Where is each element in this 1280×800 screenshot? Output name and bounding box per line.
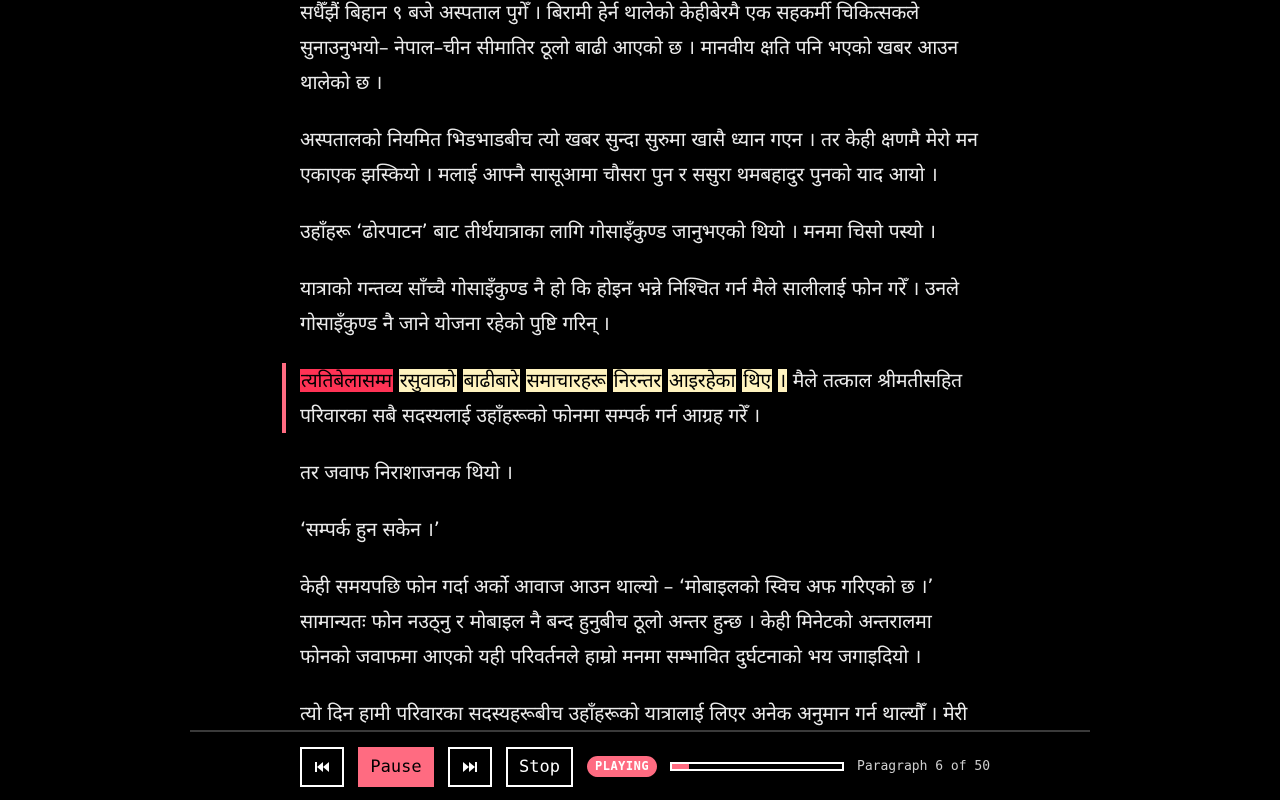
highlighted-word: आइरहेका [668,369,736,392]
highlighted-word: समाचारहरू [526,369,606,392]
stop-button[interactable]: Stop [506,747,573,787]
skip-previous-icon [315,762,329,772]
status-badge: PLAYING [587,756,657,777]
current-word: त्यतिबेलासम्म [301,369,392,392]
paragraph: केही समयपछि फोन गर्दा अर्को आवाज आउन थाल्यो – ‘मोबाइलको स्विच अफ गरिएको छ ।’ सामान्यतः फोन नउठ्नु र मोबाइल नै बन्द हुनुबीच ठूलो अन्तर हुन्छ । केही मिनेटको अन्तरालमा फोनको जवाफमा आएको यही परिवर्तनले हाम्रो मनमा सम्भावित दुर्घटनाको भय जगाइदियो । [300,575,934,668]
highlighted-word: रसुवाको [399,369,456,392]
paragraph-rest: मैले तत्काल श्रीमतीसहित परिवारका सबै सदस्यलाई उहाँहरूको फोनमा सम्पर्क गर्न आग्रह गरेँ । [300,369,962,427]
paragraph: सधैँझैं बिहान ९ बजे अस्पताल पुगेँ । बिरामी हेर्न थालेको केहीबेरमै एक सहकर्मी चिकित्सकले सुनाउनुभयो– नेपाल–चीन सीमातिर ठूलो बाढी आएको छ । मानवीय क्षति पनि भएको खबर आउन थालेको छ । [300,1,958,94]
progress-bar[interactable] [670,762,844,771]
paragraph-counter: Paragraph 6 of 50 [857,759,991,774]
pause-button[interactable]: Pause [358,747,434,787]
previous-button[interactable] [300,747,344,787]
paragraph: ‘सम्पर्क हुन सकेन ।’ [300,518,440,541]
skip-next-icon [463,762,477,772]
paragraph: त्यो दिन हामी परिवारका सदस्यहरूबीच उहाँहरूको यात्रालाई लिएर अनेक अनुमान गर्न थाल्यौँ । मेरी [300,702,968,725]
highlighted-word: । [778,369,786,392]
playback-controls [190,730,1090,800]
reader-content [300,0,980,731]
paragraph: तर जवाफ निराशाजनक थियो । [300,461,513,484]
progress-fill [672,764,689,769]
active-paragraph [300,363,980,433]
paragraph: यात्राको गन्तव्य साँच्चै गोसाइँकुण्ड नै हो कि होइन भन्ने निश्चित गर्न मैले सालीलाई फोन गरेँ । उनले गोसाइँकुण्ड नै जाने योजना रहेको पुष्टि गरिन् । [300,277,959,335]
highlighted-word: बाढीबारे [463,369,519,392]
next-button[interactable] [448,747,492,787]
highlighted-word: थिए [743,369,771,392]
highlighted-word: निरन्तर [613,369,661,392]
paragraph: उहाँहरू ‘ढोरपाटन’ बाट तीर्थयात्राका लागि गोसाइँकुण्ड जानुभएको थियो । मनमा चिसो पस्यो । [300,220,936,243]
paragraph: अस्पतालको नियमित भिडभाडबीच त्यो खबर सुन्दा सुरुमा खासै ध्यान गएन । तर केही क्षणमै मेरो मन एकाएक झस्कियो । मलाई आफ्नै सासूआमा चौसरा पुन र ससुरा थमबहादुर पुनको याद आयो । [300,128,978,186]
